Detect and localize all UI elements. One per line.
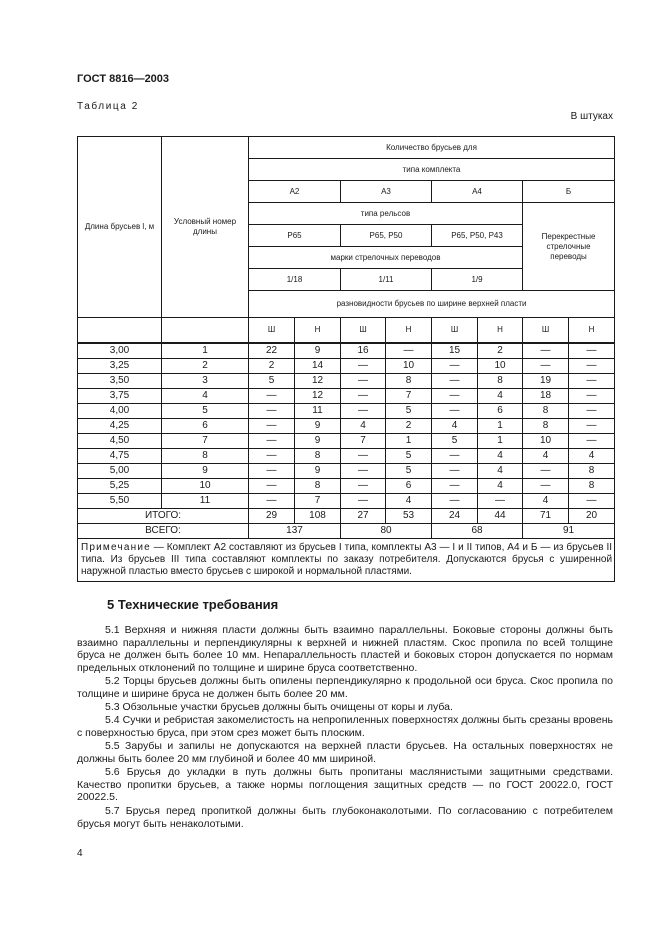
- sub-header: Н: [386, 318, 432, 344]
- table-note: [78, 539, 615, 582]
- length-cell: 5,00: [78, 464, 162, 479]
- count-cell: 5: [386, 404, 432, 419]
- sub-header: Н: [569, 318, 615, 344]
- count-cell: 2: [386, 419, 432, 434]
- count-cell: 7: [295, 494, 341, 509]
- count-cell: —: [249, 449, 295, 464]
- count-cell: —: [432, 464, 478, 479]
- count-cell: 1: [386, 434, 432, 449]
- count-cell: —: [523, 479, 569, 494]
- width-varieties-header: разновидности брусьев по ширине верхней пласти: [249, 291, 615, 318]
- note-row: [78, 539, 615, 582]
- count-cell: —: [478, 494, 523, 509]
- sub-header: Н: [478, 318, 523, 344]
- count-cell: 22: [249, 343, 295, 359]
- count-cell: 9: [295, 434, 341, 449]
- grand-total-cell: 137: [249, 524, 341, 539]
- total-cell: 71: [523, 509, 569, 524]
- total-cell: 108: [295, 509, 341, 524]
- count-cell: —: [432, 374, 478, 389]
- count-cell: 12: [295, 374, 341, 389]
- count-cell: —: [249, 464, 295, 479]
- switch-mark-header: 1/11: [341, 269, 432, 291]
- count-cell: —: [569, 389, 615, 404]
- length-number-cell: 8: [162, 449, 249, 464]
- count-cell: 10: [386, 359, 432, 374]
- count-cell: 11: [295, 404, 341, 419]
- length-cell: 4,00: [78, 404, 162, 419]
- paragraph: 5.3 Обзольные участки брусьев должны быть очищены от коры и луба.: [105, 701, 453, 713]
- count-cell: 7: [386, 389, 432, 404]
- count-cell: —: [341, 404, 386, 419]
- count-cell: —: [249, 404, 295, 419]
- count-cell: 8: [523, 404, 569, 419]
- total-cell: 24: [432, 509, 478, 524]
- length-number-cell: 5: [162, 404, 249, 419]
- rail-type-header: типа рельсов: [249, 203, 523, 225]
- count-cell: —: [523, 359, 569, 374]
- count-cell: 15: [432, 343, 478, 359]
- count-cell: 4: [432, 419, 478, 434]
- count-cell: —: [569, 404, 615, 419]
- count-cell: 8: [523, 419, 569, 434]
- length-column-header: Длина брусьев l, м: [78, 137, 162, 318]
- table-row: [78, 374, 615, 389]
- table-row: [78, 359, 615, 374]
- count-cell: —: [569, 374, 615, 389]
- rail-header: Р65, Р50, Р43: [432, 225, 523, 247]
- document-header: ГОСТ 8816—2003: [77, 73, 170, 85]
- count-cell: —: [341, 359, 386, 374]
- length-number-cell: 6: [162, 419, 249, 434]
- count-cell: 4: [478, 449, 523, 464]
- count-cell: 4: [523, 494, 569, 509]
- table-row: [78, 464, 615, 479]
- count-cell: —: [569, 419, 615, 434]
- sub-header: Ш: [341, 318, 386, 344]
- kit-type-header: типа комплекта: [249, 159, 615, 181]
- note-label: Примечание: [81, 542, 151, 553]
- count-cell: 10: [523, 434, 569, 449]
- length-number-cell: 10: [162, 479, 249, 494]
- count-cell: 4: [341, 419, 386, 434]
- count-header: Количество брусьев для: [249, 137, 615, 159]
- count-cell: 16: [341, 343, 386, 359]
- table-row: [78, 494, 615, 509]
- count-cell: 19: [523, 374, 569, 389]
- count-cell: —: [569, 494, 615, 509]
- count-cell: 5: [386, 464, 432, 479]
- section-title: 5 Технические требования: [107, 597, 279, 612]
- total-cell: 29: [249, 509, 295, 524]
- paragraph: 5.7 Брусья перед пропиткой должны быть глубоконаколотыми. По согласованию с потребителем брусья могут быть ненаколотыми.: [77, 805, 613, 830]
- count-cell: —: [569, 359, 615, 374]
- count-cell: 5: [432, 434, 478, 449]
- count-cell: 6: [478, 404, 523, 419]
- count-cell: —: [249, 434, 295, 449]
- count-cell: 8: [386, 374, 432, 389]
- count-cell: —: [249, 494, 295, 509]
- count-cell: —: [432, 389, 478, 404]
- grand-total-cell: 91: [523, 524, 615, 539]
- switch-mark-header: 1/9: [432, 269, 523, 291]
- length-cell: 4,75: [78, 449, 162, 464]
- length-number-cell: 7: [162, 434, 249, 449]
- count-cell: 5: [249, 374, 295, 389]
- paragraph: 5.1 Верхняя и нижняя пласти должны быть взаимно параллельны. Боковые стороны должны быть взаимно параллельны и перпендикулярны к верхней и нижней пластям. Скос пропила по всей толщине бруса не должен быть более 10 мм. Непараллельность пластей и боковых сторон допускается по нормам предельных отклонений по толщине и ширине бруса соответственно.: [77, 624, 613, 674]
- length-number-cell: 2: [162, 359, 249, 374]
- count-cell: 1: [478, 434, 523, 449]
- paragraph: 5.2 Торцы брусьев должны быть опилены перпендикулярно к продольной оси бруса. Скос пропила по толщине и ширине бруса не должен быть более 20 мм.: [77, 675, 613, 700]
- length-cell: 3,25: [78, 359, 162, 374]
- paragraph: 5.4 Сучки и ребристая закомелистость на непропиленных поверхностях должны быть срезаны вровень с поверхностью бруса, при этом срез может быть плоским.: [77, 714, 613, 739]
- count-cell: 14: [295, 359, 341, 374]
- units-label: В штуках: [570, 111, 613, 122]
- count-cell: 4: [478, 464, 523, 479]
- grand-total-cell: 80: [341, 524, 432, 539]
- sub-header: Н: [295, 318, 341, 344]
- count-cell: —: [569, 343, 615, 359]
- count-cell: 6: [386, 479, 432, 494]
- count-cell: 1: [478, 419, 523, 434]
- table-row: [78, 449, 615, 464]
- count-cell: —: [432, 359, 478, 374]
- kit-header: А2: [249, 181, 341, 203]
- count-cell: 8: [295, 449, 341, 464]
- count-cell: —: [341, 449, 386, 464]
- count-cell: —: [341, 479, 386, 494]
- length-number-cell: 3: [162, 374, 249, 389]
- switch-marks-header: марки стрелочных переводов: [249, 247, 523, 269]
- beams-table: [77, 136, 615, 582]
- count-cell: —: [523, 464, 569, 479]
- grand-totals-row: [78, 524, 615, 539]
- count-cell: 5: [386, 449, 432, 464]
- rail-header: Р65: [249, 225, 341, 247]
- count-cell: —: [432, 494, 478, 509]
- sub-header-row: [78, 318, 615, 344]
- count-cell: 2: [249, 359, 295, 374]
- length-number-column-header: Условный номер длины: [162, 137, 249, 318]
- table-row: [78, 419, 615, 434]
- length-cell: 5,25: [78, 479, 162, 494]
- count-cell: 2: [478, 343, 523, 359]
- sub-header: Ш: [432, 318, 478, 344]
- sub-header: Ш: [249, 318, 295, 344]
- count-cell: 8: [295, 479, 341, 494]
- count-cell: —: [249, 419, 295, 434]
- count-cell: —: [432, 449, 478, 464]
- table-row: [78, 404, 615, 419]
- count-cell: 4: [386, 494, 432, 509]
- count-cell: —: [523, 343, 569, 359]
- count-cell: 4: [523, 449, 569, 464]
- total-label: ИТОГО:: [78, 509, 249, 524]
- sub-header: Ш: [523, 318, 569, 344]
- rail-header: Р65, Р50: [341, 225, 432, 247]
- count-cell: —: [249, 389, 295, 404]
- count-cell: 9: [295, 464, 341, 479]
- table-row: [78, 343, 615, 359]
- length-cell: 3,50: [78, 374, 162, 389]
- kit-header: А4: [432, 181, 523, 203]
- length-number-cell: 1: [162, 343, 249, 359]
- count-cell: —: [341, 374, 386, 389]
- count-cell: —: [432, 479, 478, 494]
- count-cell: —: [386, 343, 432, 359]
- length-cell: 4,50: [78, 434, 162, 449]
- page-number: 4: [77, 848, 83, 859]
- count-cell: 12: [295, 389, 341, 404]
- count-cell: 7: [341, 434, 386, 449]
- count-cell: 9: [295, 419, 341, 434]
- kit-header: А3: [341, 181, 432, 203]
- note-text: — Комплект А2 составляют из брусьев I типа, комплекты А3 — I и II типов, А4 и Б — из брусьев II типа. Из брусьев III типа составляют комплекты по заказу потребителя. Допускаются брусья с уширенной наружной пластью вместо брусьев с широкой и нормальной пластями.: [81, 542, 613, 577]
- length-cell: 3,75: [78, 389, 162, 404]
- count-cell: —: [432, 404, 478, 419]
- table-row: [78, 389, 615, 404]
- count-cell: 8: [569, 479, 615, 494]
- paragraph: 5.5 Зарубы и запилы не допускаются на верхней пласти брусьев. На остальных поверхностях не должны быть более 20 мм глубиной и более 40 мм шириной.: [77, 740, 613, 765]
- table-label: Таблица 2: [77, 101, 139, 112]
- length-number-cell: 9: [162, 464, 249, 479]
- count-cell: 4: [478, 389, 523, 404]
- count-cell: 9: [295, 343, 341, 359]
- length-cell: 4,25: [78, 419, 162, 434]
- grand-total-cell: 68: [432, 524, 523, 539]
- length-number-cell: 11: [162, 494, 249, 509]
- empty-header-cell: [162, 318, 249, 344]
- switch-mark-header: 1/18: [249, 269, 341, 291]
- total-cell: 27: [341, 509, 386, 524]
- empty-header-cell: [78, 318, 162, 344]
- count-cell: 18: [523, 389, 569, 404]
- table-row: [78, 479, 615, 494]
- total-cell: 44: [478, 509, 523, 524]
- count-cell: 4: [569, 449, 615, 464]
- grand-total-label: ВСЕГО:: [78, 524, 249, 539]
- totals-row: [78, 509, 615, 524]
- count-cell: —: [249, 479, 295, 494]
- count-cell: —: [341, 389, 386, 404]
- crossing-header: Перекрестные стрелочные переводы: [523, 203, 615, 291]
- count-cell: 4: [478, 479, 523, 494]
- count-cell: —: [569, 434, 615, 449]
- table-row: [78, 434, 615, 449]
- total-cell: 20: [569, 509, 615, 524]
- length-number-cell: 4: [162, 389, 249, 404]
- count-cell: 10: [478, 359, 523, 374]
- count-cell: 8: [569, 464, 615, 479]
- length-cell: 5,50: [78, 494, 162, 509]
- total-cell: 53: [386, 509, 432, 524]
- count-cell: 8: [478, 374, 523, 389]
- length-cell: 3,00: [78, 343, 162, 359]
- kit-header: Б: [523, 181, 615, 203]
- count-cell: —: [341, 464, 386, 479]
- paragraph: 5.6 Брусья до укладки в путь должны быть пропитаны маслянистыми защитными средствами. Качество пропитки брусьев, а также нормы поглощения защитных средств — по ГОСТ 20022.0, ГОСТ 20022.5.: [77, 766, 613, 804]
- count-cell: —: [341, 494, 386, 509]
